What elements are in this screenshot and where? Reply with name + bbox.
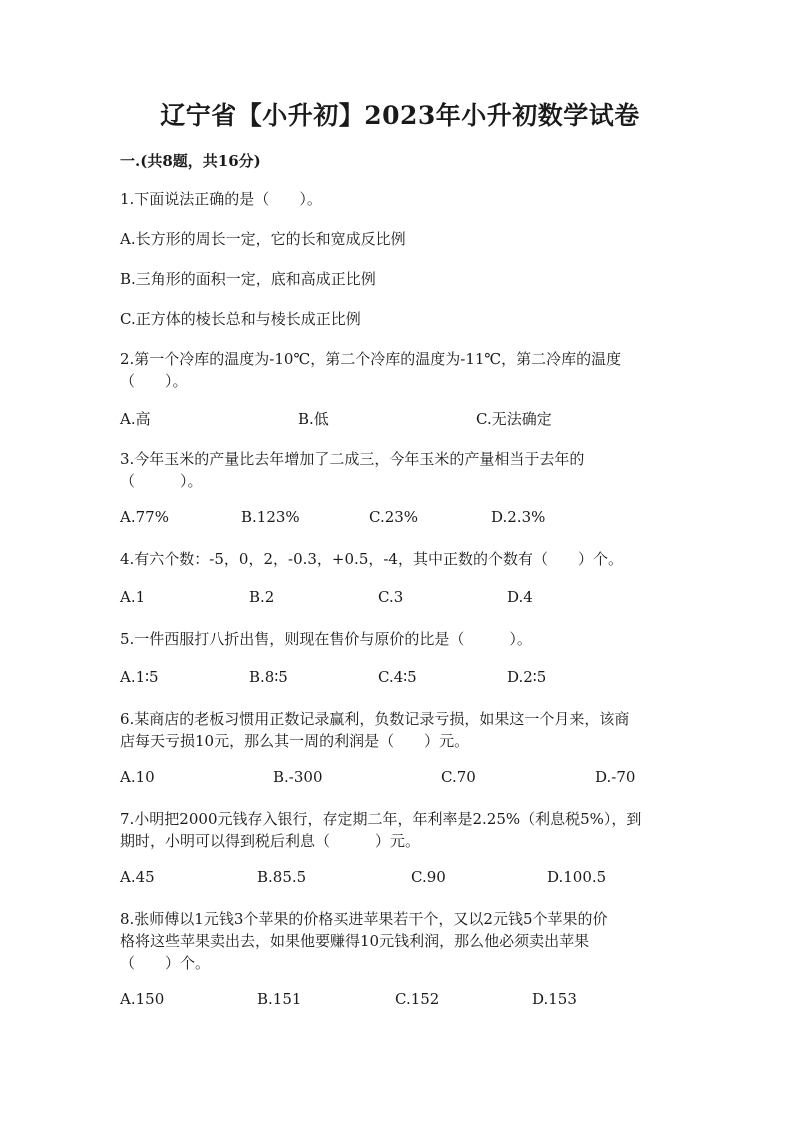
question-3-option-c: C.23% <box>369 508 419 526</box>
question-2-option-b: B.低 <box>298 410 329 428</box>
question-3-stem-line-2: （ ）。 <box>120 472 203 490</box>
question-2-option-c: C.无法确定 <box>476 410 552 428</box>
question-8-stem-line-3: （ ）个。 <box>120 954 211 972</box>
question-6-option-a: A.10 <box>120 768 155 786</box>
question-7-stem-line-1: 7.小明把2000元钱存入银行，存定期二年，年利率是2.25%（利息税5%），到 <box>120 810 642 828</box>
question-5-stem: 5.一件西服打八折出售，则现在售价与原价的比是（ ）。 <box>120 630 532 648</box>
question-7-stem-line-2: 期时，小明可以得到税后利息（ ）元。 <box>120 832 421 850</box>
question-4-option-d: D.4 <box>507 588 533 606</box>
question-3-option-a: A.77% <box>120 508 169 526</box>
question-8-option-d: D.153 <box>532 990 577 1008</box>
question-6-stem-line-1: 6.某商店的老板习惯用正数记录赢利，负数记录亏损，如果这一个月来，该商 <box>120 710 630 728</box>
question-8-option-c: C.152 <box>395 990 440 1008</box>
question-4-option-c: C.3 <box>378 588 404 606</box>
question-8-stem-line-2: 格将这些苹果卖出去，如果他要赚得10元钱利润，那么他必须卖出苹果 <box>120 932 590 950</box>
section-heading: 一.(共8题，共16分) <box>120 152 261 170</box>
question-1-option-c: C.正方体的棱长总和与棱长成正比例 <box>120 310 361 328</box>
question-7-option-b: B.85.5 <box>257 868 307 886</box>
question-3-option-b: B.123% <box>241 508 300 526</box>
question-5-option-c: C.4∶5 <box>378 668 417 686</box>
question-7-option-d: D.100.5 <box>547 868 607 886</box>
question-2-option-a: A.高 <box>120 410 151 428</box>
question-8-stem-line-1: 8.张师傅以1元钱3个苹果的价格买进苹果若干个，又以2元钱5个苹果的价 <box>120 910 608 928</box>
question-1-option-a: A.长方形的周长一定，它的长和宽成反比例 <box>120 230 406 248</box>
question-6-stem-line-2: 店每天亏损10元，那么其一周的利润是（ ）元。 <box>120 732 470 750</box>
question-4-option-a: A.1 <box>120 588 146 606</box>
question-2-stem-line-1: 2.第一个冷库的温度为-10℃，第二个冷库的温度为-11℃，第二冷库的温度 <box>120 350 622 368</box>
question-5-option-d: D.2∶5 <box>507 668 547 686</box>
question-4-option-b: B.2 <box>249 588 275 606</box>
question-6-option-c: C.70 <box>441 768 476 786</box>
question-3-stem-line-1: 3.今年玉米的产量比去年增加了二成三，今年玉米的产量相当于去年的 <box>120 450 585 468</box>
question-6-option-b: B.-300 <box>273 768 323 786</box>
question-7-option-c: C.90 <box>411 868 446 886</box>
question-6-option-d: D.-70 <box>595 768 636 786</box>
question-8-option-b: B.151 <box>257 990 302 1008</box>
question-3-option-d: D.2.3% <box>491 508 546 526</box>
question-7-option-a: A.45 <box>120 868 155 886</box>
question-1-option-b: B.三角形的面积一定，底和高成正比例 <box>120 270 376 288</box>
question-4-stem: 4.有六个数：-5，0，2，-0.3，+0.5，-4，其中正数的个数有（ ）个。 <box>120 550 623 568</box>
question-5-option-a: A.1∶5 <box>120 668 159 686</box>
page-title: 辽宁省【小升初】2023年小升初数学试卷 <box>160 101 640 130</box>
question-2-stem-line-2: （ ）。 <box>120 372 188 390</box>
question-8-option-a: A.150 <box>120 990 165 1008</box>
question-1-stem: 1.下面说法正确的是（ ）。 <box>120 190 322 208</box>
question-5-option-b: B.8∶5 <box>249 668 288 686</box>
